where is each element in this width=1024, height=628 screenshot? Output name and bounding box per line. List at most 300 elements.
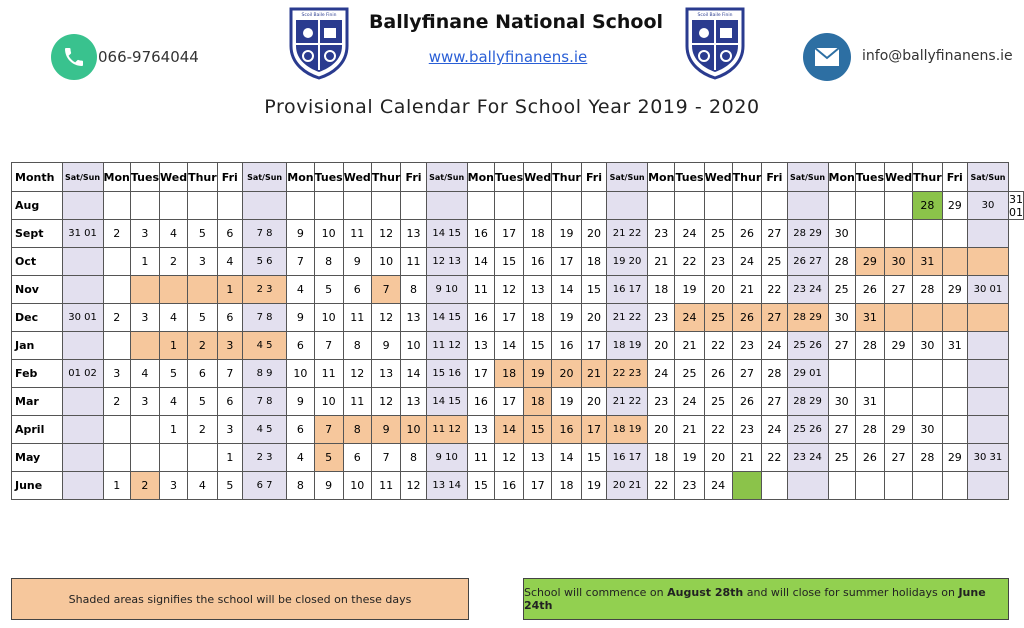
day-cell: 9 xyxy=(314,472,343,500)
day-cell: 27 xyxy=(885,276,913,304)
month-name: Mar xyxy=(12,388,63,416)
day-cell: 20 xyxy=(552,360,582,388)
day-cell: 9 xyxy=(371,416,401,444)
month-row-feb xyxy=(12,360,1024,388)
day-cell: 12 xyxy=(371,220,401,248)
day-cell xyxy=(828,192,855,220)
weekend-cell: 25 26 xyxy=(787,416,828,444)
day-cell: 29 xyxy=(885,332,913,360)
day-cell: 22 xyxy=(675,248,704,276)
weekend-cell xyxy=(62,332,103,360)
day-cell: 3 xyxy=(130,304,159,332)
weekend-cell xyxy=(967,304,1008,332)
weekend-cell: 14 15 xyxy=(426,388,467,416)
day-cell xyxy=(855,220,884,248)
day-cell: 21 xyxy=(675,416,704,444)
day-cell: 11 xyxy=(314,360,343,388)
weekend-cell: 26 27 xyxy=(787,248,828,276)
day-cell: 15 xyxy=(495,248,524,276)
day-cell: 16 xyxy=(467,220,494,248)
day-cell: 21 xyxy=(675,332,704,360)
column-header: Fri xyxy=(401,163,426,192)
day-cell: 16 xyxy=(524,248,552,276)
column-header: Fri xyxy=(581,163,606,192)
weekend-cell: 16 17 xyxy=(607,444,648,472)
day-cell: 26 xyxy=(732,220,762,248)
day-cell: 11 xyxy=(343,388,371,416)
day-cell: 17 xyxy=(495,304,524,332)
weekend-cell xyxy=(967,472,1008,500)
day-cell: 30 xyxy=(828,304,855,332)
day-cell xyxy=(103,248,130,276)
day-cell: 24 xyxy=(675,304,704,332)
day-cell: 3 xyxy=(217,332,242,360)
day-cell xyxy=(103,192,130,220)
day-cell: 1 xyxy=(217,444,242,472)
day-cell xyxy=(188,444,218,472)
day-cell: 13 xyxy=(401,388,426,416)
column-header: Sat/Sun xyxy=(607,163,648,192)
day-cell: 26 xyxy=(704,360,732,388)
column-header: Wed xyxy=(343,163,371,192)
day-cell: 2 xyxy=(103,304,130,332)
weekend-cell: 5 6 xyxy=(242,248,286,276)
day-cell: 12 xyxy=(495,444,524,472)
weekend-cell: 29 01 xyxy=(787,360,828,388)
day-cell: 13 xyxy=(467,332,494,360)
day-cell: 12 xyxy=(371,304,401,332)
day-cell: 14 xyxy=(495,332,524,360)
day-cell: 21 xyxy=(648,248,675,276)
day-cell: 23 xyxy=(704,248,732,276)
day-cell: 26 xyxy=(732,304,762,332)
day-cell: 6 xyxy=(287,416,314,444)
day-cell: 15 xyxy=(524,416,552,444)
day-cell: 2 xyxy=(103,220,130,248)
day-cell: 29 xyxy=(942,276,967,304)
day-cell: 21 xyxy=(732,444,762,472)
weekend-cell: 28 29 xyxy=(787,220,828,248)
day-cell: 27 xyxy=(828,332,855,360)
day-cell: 10 xyxy=(314,304,343,332)
day-cell: 9 xyxy=(287,220,314,248)
day-cell: 17 xyxy=(581,332,606,360)
day-cell: 6 xyxy=(287,332,314,360)
day-cell: 28 xyxy=(828,248,855,276)
day-cell xyxy=(762,472,787,500)
day-cell: 6 xyxy=(343,276,371,304)
day-cell: 1 xyxy=(130,248,159,276)
weekend-cell: 18 19 xyxy=(607,332,648,360)
day-cell: 2 xyxy=(103,388,130,416)
column-header: Mon xyxy=(103,163,130,192)
day-cell xyxy=(942,248,967,276)
day-cell: 24 xyxy=(675,388,704,416)
column-header: Thur xyxy=(732,163,762,192)
day-cell xyxy=(704,192,732,220)
month-name: Dec xyxy=(12,304,63,332)
weekend-cell: 22 23 xyxy=(607,360,648,388)
day-cell xyxy=(130,444,159,472)
day-cell: 8 xyxy=(343,416,371,444)
day-cell: 19 xyxy=(552,220,582,248)
column-header: Thur xyxy=(552,163,582,192)
day-cell xyxy=(188,192,218,220)
column-header: Mon xyxy=(467,163,494,192)
weekend-cell: 30 xyxy=(967,192,1008,220)
day-cell: 28 xyxy=(762,360,787,388)
column-header: Sat/Sun xyxy=(967,163,1008,192)
day-cell: 25 xyxy=(828,444,855,472)
day-cell xyxy=(314,192,343,220)
day-cell xyxy=(343,192,371,220)
legend-closed-text: Shaded areas signifies the school will be closed on these days xyxy=(68,592,412,606)
weekend-cell: 7 8 xyxy=(242,220,286,248)
column-header: Tues xyxy=(855,163,884,192)
day-cell: 8 xyxy=(343,332,371,360)
column-header: Mon xyxy=(287,163,314,192)
day-cell xyxy=(130,416,159,444)
day-cell: 13 xyxy=(524,276,552,304)
day-cell: 10 xyxy=(401,416,426,444)
month-row-oct xyxy=(12,248,1024,276)
day-cell: 7 xyxy=(314,332,343,360)
day-cell xyxy=(371,192,401,220)
column-header: Wed xyxy=(524,163,552,192)
day-cell: 10 xyxy=(371,248,401,276)
day-cell: 8 xyxy=(287,472,314,500)
day-cell xyxy=(287,192,314,220)
day-cell: 18 xyxy=(581,248,606,276)
day-cell: 19 xyxy=(675,444,704,472)
day-cell: 20 xyxy=(704,444,732,472)
weekend-cell: 7 8 xyxy=(242,304,286,332)
month-name: June xyxy=(12,472,63,500)
day-cell xyxy=(217,192,242,220)
column-header: Month xyxy=(12,163,63,192)
day-cell: 13 xyxy=(467,416,494,444)
day-cell: 16 xyxy=(495,472,524,500)
school-crest-right xyxy=(684,6,746,80)
weekend-cell: 9 10 xyxy=(426,444,467,472)
day-cell: 12 xyxy=(371,388,401,416)
day-cell xyxy=(913,304,943,332)
column-header: Sat/Sun xyxy=(787,163,828,192)
day-cell xyxy=(885,192,913,220)
weekend-cell: 2 3 xyxy=(242,444,286,472)
month-name: Oct xyxy=(12,248,63,276)
day-cell: 4 xyxy=(287,444,314,472)
day-cell xyxy=(160,276,188,304)
column-header: Wed xyxy=(160,163,188,192)
weekend-cell xyxy=(62,444,103,472)
day-cell xyxy=(103,444,130,472)
weekend-cell: 9 10 xyxy=(426,276,467,304)
day-cell: 2 xyxy=(188,416,218,444)
day-cell xyxy=(130,332,159,360)
day-cell: 25 xyxy=(762,248,787,276)
day-cell: 18 xyxy=(524,388,552,416)
weekend-cell xyxy=(62,416,103,444)
day-cell: 28 xyxy=(913,276,943,304)
day-cell: 20 xyxy=(704,276,732,304)
day-cell: 20 xyxy=(581,220,606,248)
email-address[interactable]: info@ballyfinanens.ie xyxy=(862,48,1013,64)
column-header: Mon xyxy=(648,163,675,192)
mail-icon xyxy=(803,33,851,81)
day-cell: 25 xyxy=(704,388,732,416)
day-cell: 10 xyxy=(314,388,343,416)
day-cell: 17 xyxy=(495,220,524,248)
day-cell xyxy=(942,304,967,332)
day-cell: 4 xyxy=(188,472,218,500)
weekend-cell: 16 17 xyxy=(607,276,648,304)
day-cell: 13 xyxy=(371,360,401,388)
day-cell: 13 xyxy=(401,220,426,248)
weekend-cell: 21 22 xyxy=(607,304,648,332)
column-header: Thur xyxy=(371,163,401,192)
month-row-nov xyxy=(12,276,1024,304)
day-cell xyxy=(762,192,787,220)
day-cell: 10 xyxy=(287,360,314,388)
day-cell: 24 xyxy=(675,220,704,248)
day-cell: 1 xyxy=(160,332,188,360)
month-name: Feb xyxy=(12,360,63,388)
day-cell: 18 xyxy=(648,444,675,472)
day-cell: 12 xyxy=(343,360,371,388)
day-cell: 3 xyxy=(130,388,159,416)
day-cell: 24 xyxy=(704,472,732,500)
day-cell: 29 xyxy=(885,416,913,444)
weekend-cell: 23 24 xyxy=(787,444,828,472)
day-cell: 6 xyxy=(188,360,218,388)
day-cell: 11 xyxy=(371,472,401,500)
day-cell: 5 xyxy=(188,304,218,332)
day-cell: 20 xyxy=(581,388,606,416)
day-cell xyxy=(885,388,913,416)
day-cell: 30 xyxy=(885,248,913,276)
day-cell: 8 xyxy=(401,276,426,304)
weekend-cell: 4 5 xyxy=(242,332,286,360)
day-cell: 7 xyxy=(287,248,314,276)
day-cell: 23 xyxy=(648,304,675,332)
day-cell: 16 xyxy=(552,332,582,360)
day-cell: 5 xyxy=(314,276,343,304)
day-cell: 31 xyxy=(855,388,884,416)
day-cell: 14 xyxy=(401,360,426,388)
weekend-cell xyxy=(62,248,103,276)
day-cell: 24 xyxy=(762,416,787,444)
day-cell: 22 xyxy=(704,416,732,444)
day-cell: 27 xyxy=(885,444,913,472)
day-cell xyxy=(942,388,967,416)
weekend-cell: 14 15 xyxy=(426,304,467,332)
day-cell: 26 xyxy=(855,444,884,472)
column-header: Thur xyxy=(188,163,218,192)
day-cell: 31 xyxy=(855,304,884,332)
day-cell: 23 xyxy=(648,220,675,248)
day-cell: 19 xyxy=(552,388,582,416)
day-cell xyxy=(885,220,913,248)
weekend-cell: 20 21 xyxy=(607,472,648,500)
month-row-sept xyxy=(12,220,1024,248)
day-cell xyxy=(160,192,188,220)
day-cell: 30 xyxy=(913,332,943,360)
day-cell: 3 xyxy=(217,416,242,444)
day-cell: 4 xyxy=(287,276,314,304)
day-cell: 30 xyxy=(828,388,855,416)
day-cell: 24 xyxy=(732,248,762,276)
day-cell xyxy=(885,472,913,500)
day-cell: 18 xyxy=(524,220,552,248)
school-name: Ballyfinane National School xyxy=(368,11,664,33)
day-cell xyxy=(401,192,426,220)
day-cell: 7 xyxy=(217,360,242,388)
day-cell xyxy=(675,192,704,220)
weekend-cell: 28 29 xyxy=(787,304,828,332)
weekend-cell: 30 01 xyxy=(967,276,1008,304)
column-header: Tues xyxy=(675,163,704,192)
day-cell: 31 01 xyxy=(1009,192,1023,219)
day-cell xyxy=(942,220,967,248)
day-cell xyxy=(160,444,188,472)
column-header: Tues xyxy=(130,163,159,192)
day-cell: 5 xyxy=(314,444,343,472)
day-cell: 28 xyxy=(855,416,884,444)
day-cell xyxy=(130,192,159,220)
day-cell: 14 xyxy=(495,416,524,444)
day-cell xyxy=(552,192,582,220)
day-cell: 4 xyxy=(130,360,159,388)
day-cell: 11 xyxy=(401,248,426,276)
month-name: Aug xyxy=(12,192,63,220)
day-cell: 22 xyxy=(762,444,787,472)
weekend-cell xyxy=(62,472,103,500)
day-cell: 26 xyxy=(855,276,884,304)
day-cell: 18 xyxy=(524,304,552,332)
day-cell: 14 xyxy=(552,276,582,304)
day-cell: 22 xyxy=(704,332,732,360)
day-cell: 4 xyxy=(217,248,242,276)
day-cell: 27 xyxy=(732,360,762,388)
day-cell: 16 xyxy=(467,388,494,416)
weekend-cell: 13 14 xyxy=(426,472,467,500)
day-cell xyxy=(913,220,943,248)
day-cell xyxy=(732,472,762,500)
weekend-cell: 14 15 xyxy=(426,220,467,248)
day-cell xyxy=(855,192,884,220)
day-cell: 3 xyxy=(160,472,188,500)
day-cell: 19 xyxy=(524,360,552,388)
day-cell xyxy=(913,388,943,416)
day-cell: 19 xyxy=(675,276,704,304)
month-name: April xyxy=(12,416,63,444)
weekend-cell: 11 12 xyxy=(426,332,467,360)
day-cell: 5 xyxy=(188,388,218,416)
day-cell: 10 xyxy=(343,472,371,500)
day-cell: 5 xyxy=(160,360,188,388)
weekend-cell: 15 16 xyxy=(426,360,467,388)
weekend-cell xyxy=(967,332,1008,360)
day-cell: 17 xyxy=(581,416,606,444)
day-cell: 20 xyxy=(648,416,675,444)
day-cell: 12 xyxy=(495,276,524,304)
phone-number: 066-9764044 xyxy=(98,48,199,66)
day-cell: 14 xyxy=(552,444,582,472)
day-cell: 20 xyxy=(581,304,606,332)
day-cell: 1 xyxy=(103,472,130,500)
day-cell: 25 xyxy=(675,360,704,388)
day-cell: 18 xyxy=(552,472,582,500)
month-row-mar xyxy=(12,388,1024,416)
weekend-cell xyxy=(967,388,1008,416)
day-cell: 16 xyxy=(467,304,494,332)
day-cell: 3 xyxy=(130,220,159,248)
month-row-jan xyxy=(12,332,1024,360)
month-name: May xyxy=(12,444,63,472)
day-cell: 6 xyxy=(343,444,371,472)
day-cell: 2 xyxy=(130,472,159,500)
day-cell: 31 xyxy=(913,248,943,276)
day-cell: 1 xyxy=(217,276,242,304)
column-header: Fri xyxy=(942,163,967,192)
weekend-cell: 19 20 xyxy=(607,248,648,276)
weekend-cell: 23 24 xyxy=(787,276,828,304)
weekend-cell: 18 19 xyxy=(607,416,648,444)
day-cell xyxy=(648,192,675,220)
weekend-cell: 31 01 xyxy=(62,220,103,248)
day-cell xyxy=(855,472,884,500)
day-cell: 11 xyxy=(343,220,371,248)
header-row xyxy=(12,163,1024,192)
day-cell: 11 xyxy=(343,304,371,332)
weekend-cell: 30 31 xyxy=(967,444,1008,472)
website-link[interactable]: www.ballyfinanens.ie xyxy=(428,48,588,66)
legend-commence xyxy=(523,578,1009,620)
day-cell: 4 xyxy=(160,304,188,332)
month-name: Sept xyxy=(12,220,63,248)
day-cell: 9 xyxy=(343,248,371,276)
day-cell: 15 xyxy=(524,332,552,360)
weekend-cell: 25 26 xyxy=(787,332,828,360)
month-row-dec xyxy=(12,304,1024,332)
day-cell: 6 xyxy=(217,388,242,416)
day-cell: 24 xyxy=(762,332,787,360)
day-cell: 1 xyxy=(160,416,188,444)
day-cell: 7 xyxy=(371,276,401,304)
day-cell: 16 xyxy=(552,416,582,444)
day-cell xyxy=(130,276,159,304)
weekend-cell: 21 22 xyxy=(607,388,648,416)
day-cell: 8 xyxy=(401,444,426,472)
day-cell xyxy=(855,360,884,388)
column-header: Wed xyxy=(704,163,732,192)
legend-commence-text: School will commence on August 28th and will close for summer holidays on June 24th xyxy=(524,586,986,612)
day-cell xyxy=(103,332,130,360)
month-name: Nov xyxy=(12,276,63,304)
day-cell: 11 xyxy=(467,276,494,304)
day-cell: 27 xyxy=(762,304,787,332)
day-cell xyxy=(188,276,218,304)
day-cell: 14 xyxy=(467,248,494,276)
day-cell: 20 xyxy=(648,332,675,360)
weekend-cell xyxy=(787,472,828,500)
month-row-june xyxy=(12,472,1024,500)
day-cell: 17 xyxy=(524,472,552,500)
weekend-cell xyxy=(967,360,1008,388)
weekend-cell xyxy=(426,192,467,220)
day-cell xyxy=(581,192,606,220)
